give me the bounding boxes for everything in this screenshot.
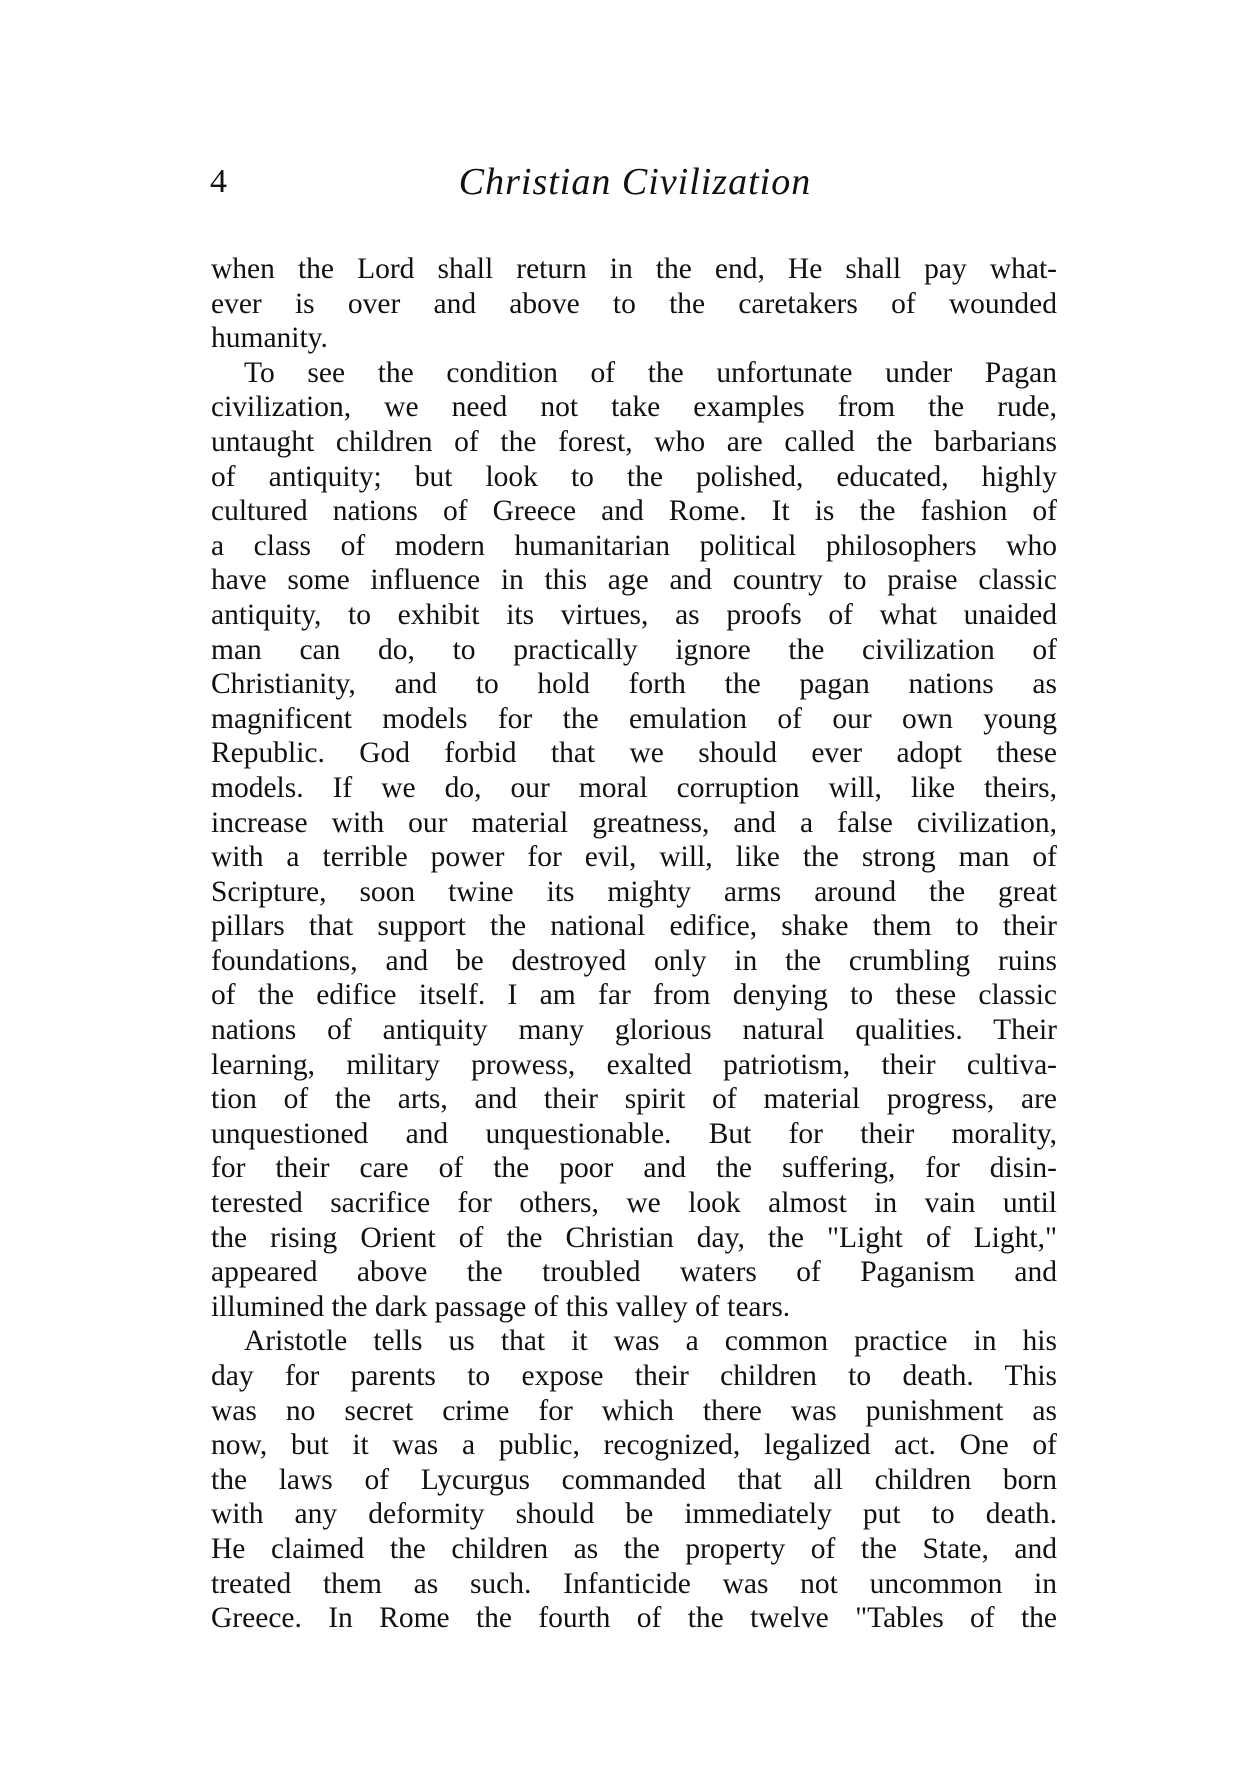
text-line: pillars that support the national edifice, shake them to their — [211, 910, 1057, 943]
text-line: unquestioned and unquestionable. But for their morality, — [211, 1117, 1057, 1150]
text-line: when the Lord shall return in the end, He shall pay what- — [211, 253, 1057, 285]
text-line: of antiquity; but look to the polished, educated, highly — [211, 460, 1057, 493]
page-header — [210, 160, 1060, 220]
text-line: increase with our material greatness, and a false civilization, — [211, 806, 1057, 839]
text-line: nations of antiquity many glorious natural qualities. Their — [211, 1014, 1057, 1047]
text-line: have some influence in this age and country to praise classic — [211, 564, 1057, 597]
text-line: the laws of Lycurgus commanded that all children born — [211, 1463, 1057, 1496]
text-line: with any deformity should be immediately put to death. — [211, 1498, 1057, 1531]
text-line: ever is over and above to the caretakers of wounded — [211, 287, 1057, 320]
text-line: now, but it was a public, recognized, legalized act. One of — [211, 1429, 1057, 1462]
text-line: To see the condition of the unfortunate under Pagan — [244, 356, 1057, 389]
body-text — [211, 252, 1057, 1636]
text-line: antiquity, to exhibit its virtues, as proofs of what unaided — [211, 598, 1057, 631]
text-line: untaught children of the forest, who are called the barbarians — [211, 425, 1057, 458]
text-line: with a terrible power for evil, will, like the strong man of — [211, 841, 1057, 874]
text-line: magnificent models for the emulation of our own young — [211, 702, 1057, 735]
text-line: of the edifice itself. I am far from denying to these classic — [211, 979, 1057, 1012]
text-line: Aristotle tells us that it was a common practice in his — [244, 1325, 1057, 1358]
text-line: Scripture, soon twine its mighty arms around the great — [211, 875, 1057, 908]
text-line: day for parents to expose their children to death. This — [211, 1360, 1057, 1392]
text-line: treated them as such. Infanticide was not uncommon in — [211, 1567, 1057, 1600]
text-line: a class of modern humanitarian political philosophers who — [211, 529, 1057, 562]
text-line: terested sacrifice for others, we look almost in vain until — [211, 1187, 1057, 1220]
text-line: Greece. In Rome the fourth of the twelve "Tables of the — [211, 1602, 1057, 1635]
text-line: models. If we do, our moral corruption will, like theirs, — [211, 771, 1057, 804]
text-line: civilization, we need not take examples from the rude, — [211, 391, 1057, 424]
text-line: illumined the dark passage of this valley of tears. — [211, 1290, 791, 1323]
text-line: was no secret crime for which there was punishment as — [211, 1394, 1057, 1427]
text-line: foundations, and be destroyed only in the crumbling ruins — [211, 944, 1057, 977]
running-title: Christian Civilization — [458, 161, 812, 203]
text-line: the rising Orient of the Christian day, the "Light of Light," — [211, 1221, 1057, 1254]
text-line: humanity. — [211, 322, 328, 355]
text-line: cultured nations of Greece and Rome. It is the fashion of — [211, 495, 1057, 528]
text-line: appeared above the troubled waters of Paganism and — [211, 1256, 1057, 1289]
text-line: for their care of the poor and the suffering, for disin- — [211, 1152, 1057, 1185]
text-line: He claimed the children as the property of the State, and — [211, 1532, 1057, 1565]
text-line: Republic. God forbid that we should ever adopt these — [211, 737, 1057, 770]
text-line: tion of the arts, and their spirit of material progress, are — [211, 1083, 1057, 1116]
text-line: learning, military prowess, exalted patriotism, their cultiva- — [211, 1048, 1057, 1081]
text-line: Christianity, and to hold forth the pagan nations as — [211, 668, 1057, 701]
text-line: man can do, to practically ignore the civilization of — [211, 633, 1057, 666]
page-number: 4 — [210, 163, 227, 200]
